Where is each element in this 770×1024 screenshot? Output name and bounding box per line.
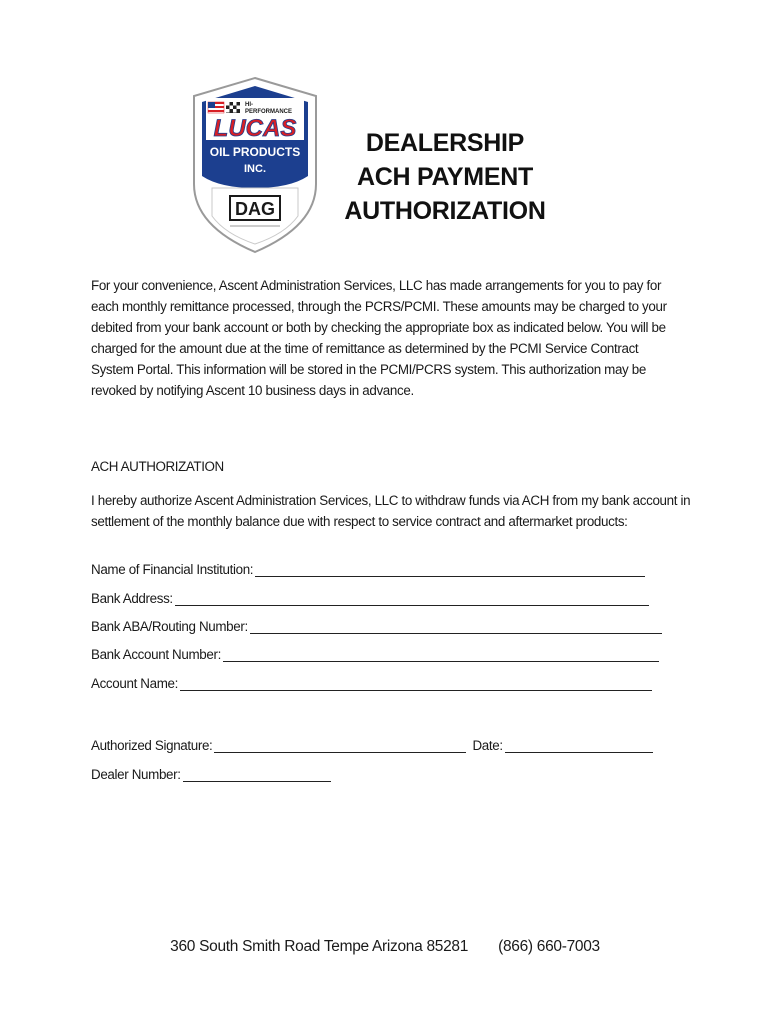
title-line-1: DEALERSHIP [365, 129, 525, 157]
date-label: Date: [472, 738, 503, 753]
title-line-2: ACH PAYMENT [357, 163, 533, 191]
checkered-flag-icon [226, 102, 240, 113]
institution-field [91, 562, 645, 577]
signature-field [91, 738, 653, 753]
logo-performance-text: PERFORMANCE [245, 109, 293, 115]
page-title [330, 126, 560, 228]
logo-brand-text: LUCAS [213, 115, 297, 142]
routing-number-field [91, 619, 662, 634]
footer-address: 360 South Smith Road Tempe Arizona 85281 [170, 938, 469, 955]
routing-number-line[interactable] [250, 619, 662, 634]
dealer-number-line[interactable] [183, 767, 331, 782]
title-line-3: AUTHORIZATION [344, 197, 546, 225]
date-line[interactable] [505, 738, 653, 753]
routing-number-label: Bank ABA/Routing Number: [91, 619, 248, 634]
lucas-oil-dag-logo [190, 76, 320, 254]
footer-phone: (866) 660-7003 [498, 938, 600, 955]
account-name-field [91, 676, 652, 691]
account-number-field [91, 647, 659, 662]
account-number-line[interactable] [223, 647, 659, 662]
bank-address-line[interactable] [175, 591, 649, 606]
logo-hi-text: HI- [245, 102, 253, 108]
logo-company-line2: INC. [244, 163, 266, 175]
account-name-label: Account Name: [91, 676, 178, 691]
flag-icon [208, 102, 224, 113]
dealer-number-label: Dealer Number: [91, 767, 181, 782]
dealer-number-field [91, 767, 331, 782]
ach-authorization-text: I hereby authorize Ascent Administration Services, LLC to withdraw funds via ACH from my bank account in settlement of the monthly balance due with respect to service contract and aftermarket products: [91, 493, 691, 529]
account-number-label: Bank Account Number: [91, 647, 221, 662]
signature-label: Authorized Signature: [91, 738, 213, 753]
institution-line[interactable] [255, 562, 645, 577]
footer [0, 938, 770, 956]
logo-dag-text: DAG [235, 199, 275, 219]
account-name-line[interactable] [180, 676, 652, 691]
bank-address-label: Bank Address: [91, 591, 173, 606]
institution-label: Name of Financial Institution: [91, 562, 254, 577]
bank-address-field [91, 591, 649, 606]
logo-company-line1: OIL PRODUCTS [209, 145, 301, 159]
signature-line[interactable] [214, 738, 466, 753]
ach-heading: ACH AUTHORIZATION [91, 459, 224, 474]
intro-paragraph: For your convenience, Ascent Administration Services, LLC has made arrangements for you to pay for each monthly remittance processed, through the PCRS/PCMI. These amounts may be charged to your debited from your bank account or both by checking the appropriate box as indicated below. You will be charged for the amount due at the time of remittance as determined by the PCMI Service Contract System Portal. This information will be stored in the PCMI/PCRS system. This authorization may be revoked by notifying Ascent 10 business days in advance. [91, 278, 667, 398]
